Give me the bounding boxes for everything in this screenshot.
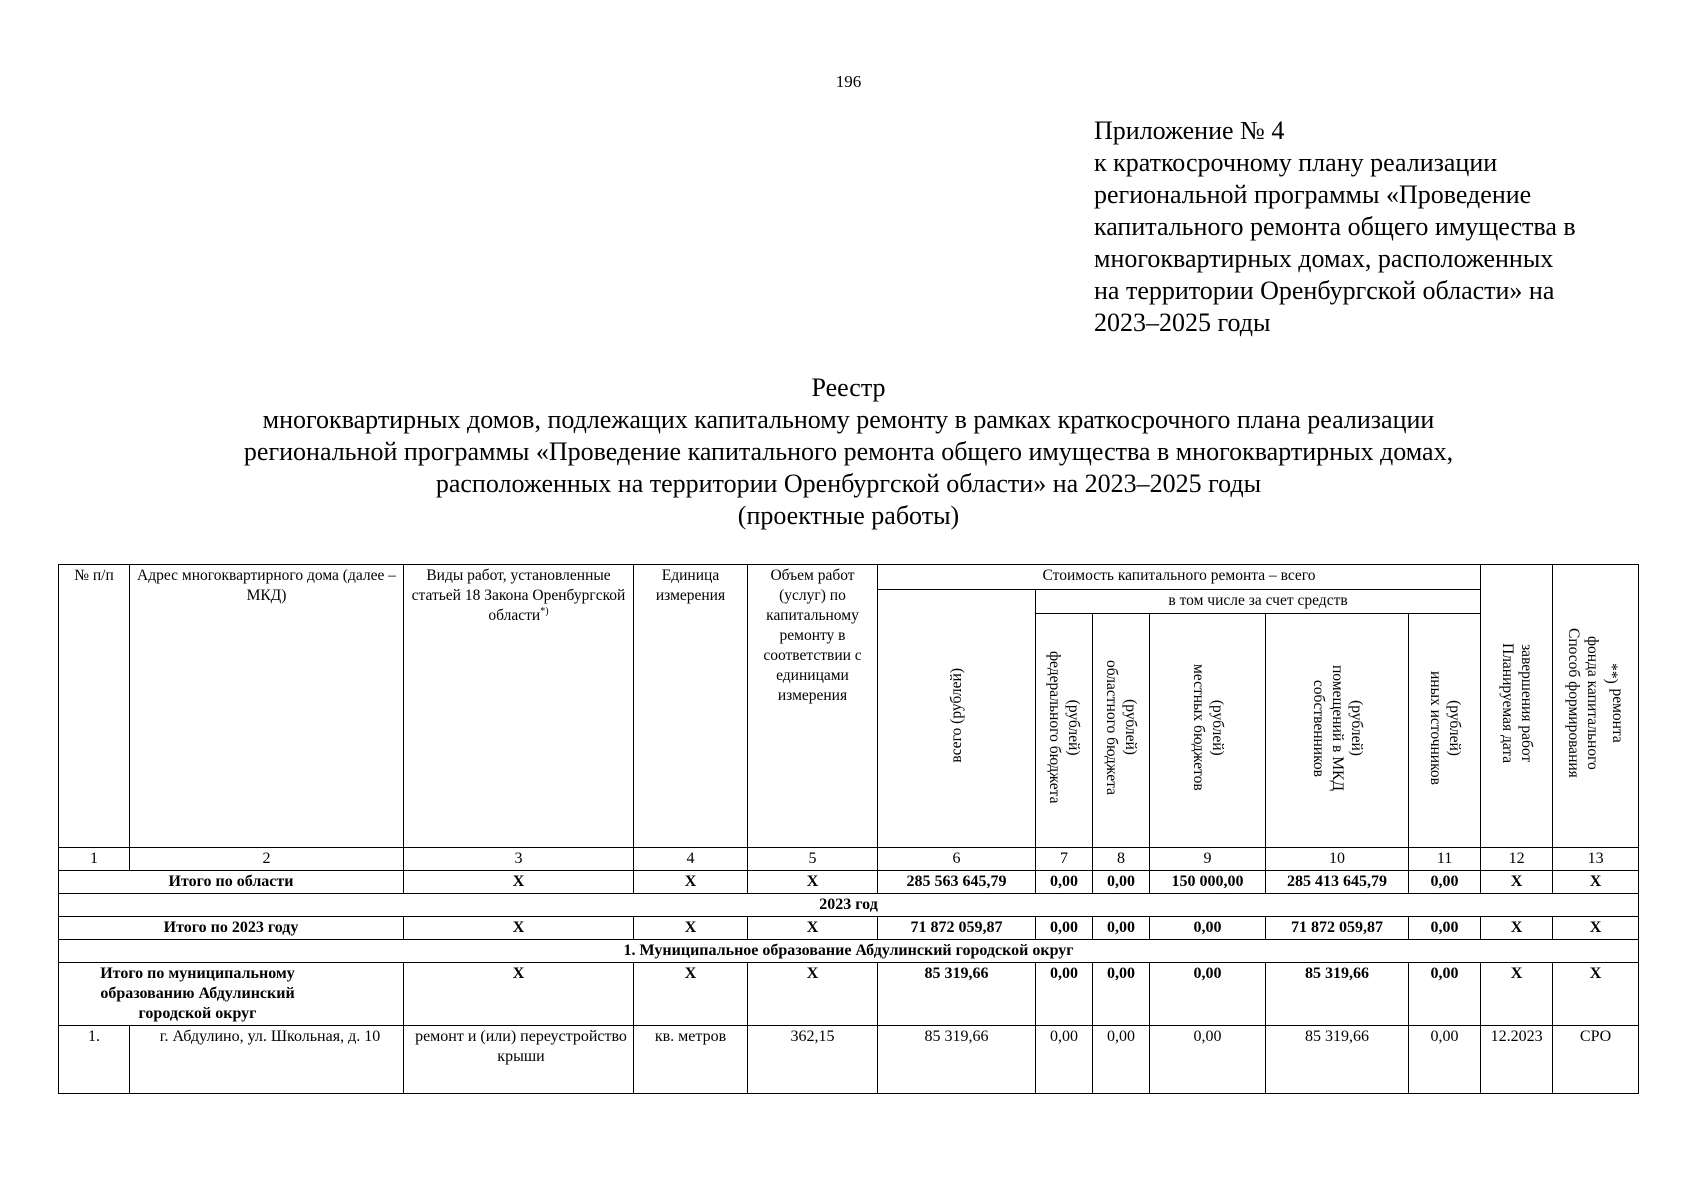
cell: X bbox=[1553, 963, 1639, 1026]
header-volume: Объем работ (услуг) по капитальному ремонту в соответствии с единицами измерения bbox=[748, 565, 878, 848]
cell: 0,00 bbox=[1036, 917, 1093, 940]
header-line: (рублей) bbox=[1208, 699, 1226, 756]
header-line: собственников bbox=[1309, 679, 1327, 776]
column-number: 2 bbox=[130, 848, 404, 871]
header-line: местных бюджетов bbox=[1189, 664, 1207, 791]
cell: 150 000,00 bbox=[1150, 871, 1266, 894]
header-line: ремонта bbox=[1609, 688, 1627, 743]
header-line: завершения работ bbox=[1517, 643, 1535, 763]
row-method: СРО bbox=[1553, 1026, 1639, 1094]
cell: X bbox=[1481, 917, 1553, 940]
header-including: в том числе за счет средств bbox=[1036, 590, 1481, 614]
cell: 85 319,66 bbox=[878, 963, 1036, 1026]
header-line: фонда капитального bbox=[1583, 636, 1601, 770]
cell: X bbox=[1553, 917, 1639, 940]
cell: X bbox=[748, 963, 878, 1026]
cell: 0,00 bbox=[1409, 963, 1481, 1026]
cell: 85 319,66 bbox=[1266, 963, 1409, 1026]
cell: X bbox=[748, 917, 878, 940]
row-federal: 0,00 bbox=[1036, 1026, 1093, 1094]
header-fund-method bbox=[1553, 565, 1639, 848]
column-number: 9 bbox=[1150, 848, 1266, 871]
total-2023-row bbox=[59, 917, 1639, 940]
cell: 0,00 bbox=[1093, 871, 1150, 894]
footnote-mark: *) bbox=[540, 605, 549, 617]
total-2023-label: Итого по 2023 году bbox=[59, 917, 404, 940]
header-total-rub bbox=[878, 590, 1036, 848]
cell: 0,00 bbox=[1036, 871, 1093, 894]
footnote-mark: **) bbox=[1602, 663, 1620, 685]
registry-title bbox=[0, 372, 1697, 532]
municipality-section-row bbox=[59, 940, 1639, 963]
row-local: 0,00 bbox=[1150, 1026, 1266, 1094]
column-number: 1 bbox=[59, 848, 130, 871]
total-region-row bbox=[59, 871, 1639, 894]
cell: 71 872 059,87 bbox=[1266, 917, 1409, 940]
header-num: № п/п bbox=[59, 565, 130, 848]
column-number: 4 bbox=[634, 848, 748, 871]
column-number: 8 bbox=[1093, 848, 1150, 871]
cell: X bbox=[404, 963, 634, 1026]
header-unit: Единица измерения bbox=[634, 565, 748, 848]
cell: X bbox=[1553, 871, 1639, 894]
header-regional-text bbox=[1102, 660, 1140, 795]
registry-title-line: Реестр bbox=[811, 373, 886, 402]
header-line: федерального бюджета bbox=[1046, 651, 1063, 804]
header-owners-text bbox=[1309, 665, 1366, 791]
header-line: Способ формирования bbox=[1564, 628, 1582, 778]
appendix-line: к краткосрочному плану реализации bbox=[1094, 148, 1498, 177]
header-line: (рублей) bbox=[1065, 699, 1082, 756]
registry-title-line: региональной программы «Проведение капитального ремонта общего имущества в многоквартирных домах, bbox=[243, 437, 1454, 466]
header-local-text bbox=[1189, 664, 1227, 791]
cell: X bbox=[404, 917, 634, 940]
cell: 0,00 bbox=[1150, 963, 1266, 1026]
header-planned-date-text bbox=[1498, 643, 1536, 763]
registry-title-line: расположенных на территории Оренбургской области» на 2023–2025 годы bbox=[435, 469, 1262, 498]
header-line: Планируемая дата bbox=[1498, 642, 1516, 764]
cell: X bbox=[634, 871, 748, 894]
year-section-label: 2023 год bbox=[59, 894, 1639, 917]
row-regional: 0,00 bbox=[1093, 1026, 1150, 1094]
cell: X bbox=[634, 917, 748, 940]
header-federal bbox=[1036, 614, 1093, 848]
header-total-rub-text: всего (рублей) bbox=[948, 668, 965, 763]
cell: 0,00 bbox=[1150, 917, 1266, 940]
column-number: 13 bbox=[1553, 848, 1639, 871]
appendix-line: Приложение № 4 bbox=[1094, 116, 1285, 145]
cell: X bbox=[1481, 963, 1553, 1026]
header-line: помещений в МКД bbox=[1328, 664, 1346, 791]
header-cost-total: Стоимость капитального ремонта – всего bbox=[878, 565, 1481, 590]
header-address: Адрес многоквартирного дома (далее – МКД) bbox=[130, 565, 404, 848]
appendix-line: 2023–2025 годы bbox=[1094, 308, 1271, 337]
header-federal-text bbox=[1045, 651, 1083, 804]
row-work: ремонт и (или) переустройство крыши bbox=[404, 1026, 634, 1094]
header-line: иных источников bbox=[1426, 670, 1444, 785]
registry-table bbox=[58, 564, 1639, 1094]
cell: 285 563 645,79 bbox=[878, 871, 1036, 894]
appendix-line: многоквартирных домах, расположенных bbox=[1094, 244, 1554, 273]
header-owners bbox=[1266, 614, 1409, 848]
row-total: 85 319,66 bbox=[878, 1026, 1036, 1094]
cell: X bbox=[1481, 871, 1553, 894]
cell: 0,00 bbox=[1093, 963, 1150, 1026]
header-line: (рублей) bbox=[1122, 699, 1139, 756]
cell: 0,00 bbox=[1036, 963, 1093, 1026]
table-row bbox=[59, 1026, 1639, 1094]
cell: X bbox=[634, 963, 748, 1026]
total-municipality-label: Итого по муниципальному образованию Абдулинский городской округ bbox=[59, 963, 404, 1026]
cell: 0,00 bbox=[1409, 917, 1481, 940]
header-line: областного бюджета bbox=[1103, 660, 1120, 795]
row-date: 12.2023 bbox=[1481, 1026, 1553, 1094]
header-local bbox=[1150, 614, 1266, 848]
total-municipality-row bbox=[59, 963, 1639, 1026]
column-number: 10 bbox=[1266, 848, 1409, 871]
row-num: 1. bbox=[59, 1026, 130, 1094]
header-fund-method-text bbox=[1564, 628, 1627, 778]
header-line: (рублей) bbox=[1445, 699, 1463, 756]
header-work-types-text: Виды работ, установленные статьей 18 Закона Оренбургской области bbox=[411, 567, 626, 624]
cell: 0,00 bbox=[1093, 917, 1150, 940]
page-number: 196 bbox=[835, 72, 862, 91]
cell: X bbox=[404, 871, 634, 894]
total-region-label: Итого по области bbox=[59, 871, 404, 894]
appendix-caption bbox=[1094, 115, 1654, 339]
column-number: 11 bbox=[1409, 848, 1481, 871]
registry-title-line: (проектные работы) bbox=[737, 501, 960, 530]
row-owners: 85 319,66 bbox=[1266, 1026, 1409, 1094]
column-number: 5 bbox=[748, 848, 878, 871]
header-other bbox=[1409, 614, 1481, 848]
appendix-line: капитального ремонта общего имущества в bbox=[1094, 212, 1576, 241]
column-number: 7 bbox=[1036, 848, 1093, 871]
header-other-text bbox=[1426, 671, 1464, 785]
column-number: 6 bbox=[878, 848, 1036, 871]
cell: 71 872 059,87 bbox=[878, 917, 1036, 940]
cell: X bbox=[748, 871, 878, 894]
cell: 0,00 bbox=[1409, 871, 1481, 894]
appendix-line: на территории Оренбургской области» на bbox=[1094, 276, 1555, 305]
header-regional bbox=[1093, 614, 1150, 848]
header-work-types bbox=[404, 565, 634, 848]
header-line: (рублей) bbox=[1347, 699, 1365, 756]
column-number: 12 bbox=[1481, 848, 1553, 871]
row-unit: кв. метров bbox=[634, 1026, 748, 1094]
municipality-section-label: 1. Муниципальное образование Абдулинский городской округ bbox=[59, 940, 1639, 963]
header-row bbox=[59, 565, 1639, 590]
column-number: 3 bbox=[404, 848, 634, 871]
row-volume: 362,15 bbox=[748, 1026, 878, 1094]
row-address: г. Абдулино, ул. Школьная, д. 10 bbox=[130, 1026, 404, 1094]
cell: 285 413 645,79 bbox=[1266, 871, 1409, 894]
registry-title-line: многоквартирных домов, подлежащих капитальному ремонту в рамках краткосрочного плана реализации bbox=[262, 405, 1435, 434]
year-section-row bbox=[59, 894, 1639, 917]
row-other: 0,00 bbox=[1409, 1026, 1481, 1094]
appendix-line: региональной программы «Проведение bbox=[1094, 180, 1532, 209]
header-planned-date bbox=[1481, 565, 1553, 848]
column-number-row bbox=[59, 848, 1639, 871]
